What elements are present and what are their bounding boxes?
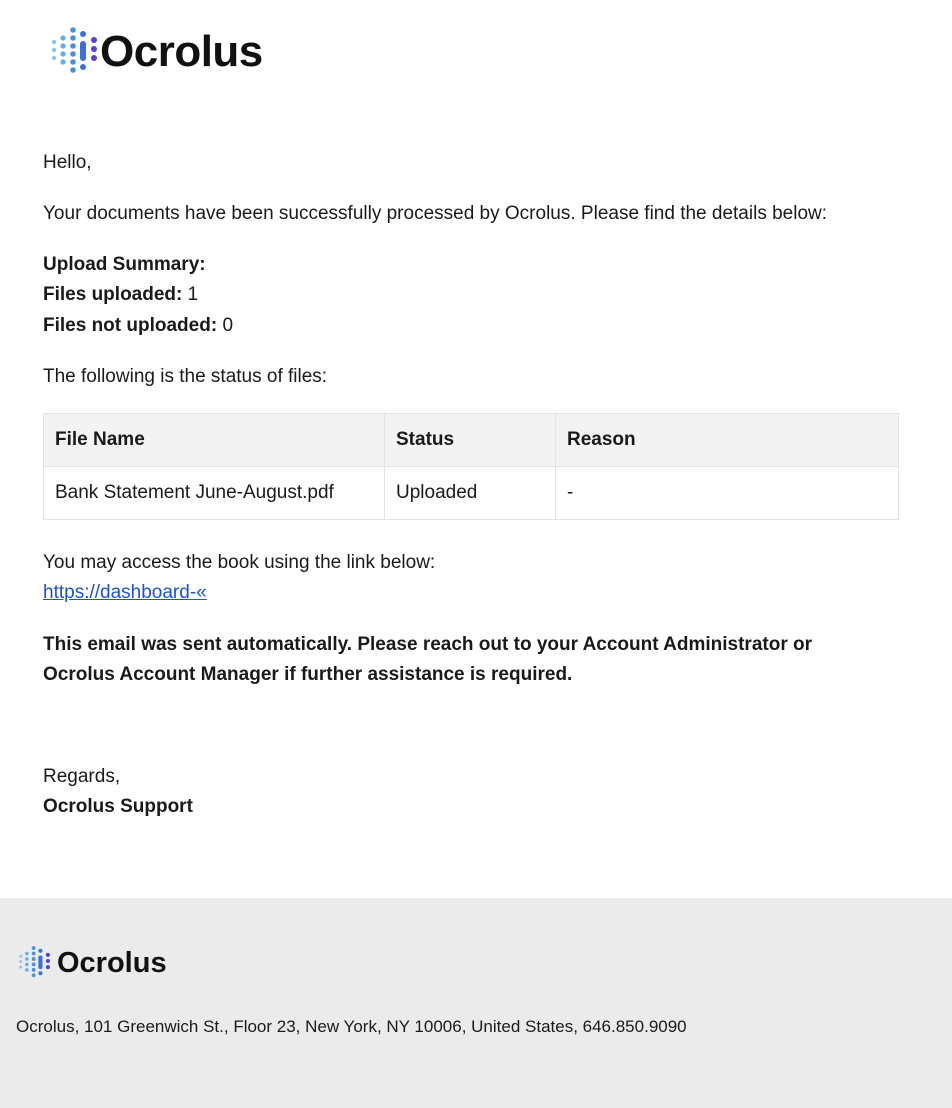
signature: Ocrolus Support — [43, 796, 193, 817]
table-row — [44, 467, 899, 520]
dotted-bars-logo-icon — [18, 944, 52, 983]
access-text: You may access the book using the link below: — [43, 552, 436, 573]
upload-summary-heading: Upload Summary: — [43, 254, 206, 275]
files-not-uploaded-label: Files not uploaded: — [43, 315, 218, 336]
footer-logo-wordmark: Ocrolus — [57, 947, 167, 979]
ocrolus-logo — [50, 24, 263, 79]
footer-ocrolus-logo — [18, 944, 167, 983]
intro-text: Your documents have been successfully processed by Ocrolus. Please find the details below: — [43, 203, 828, 224]
email-footer — [0, 898, 952, 1108]
cell-file-name: Bank Statement June-August.pdf — [44, 467, 385, 520]
files-not-uploaded-line — [43, 311, 233, 341]
regards-text: Regards, — [43, 766, 121, 787]
status-intro: The following is the status of files: — [43, 366, 328, 387]
notice-line-2: Ocrolus Account Manager if further assistance is required. — [43, 664, 573, 685]
dashboard-link[interactable]: https://dashboard-« — [43, 582, 207, 603]
logo-wordmark: Ocrolus — [100, 26, 263, 76]
footer-address: Ocrolus, 101 Greenwich St., Floor 23, New York, NY 10006, United States, 646.850.9090 — [16, 1017, 687, 1036]
cell-reason: - — [556, 467, 899, 520]
notice-line-1: This email was sent automatically. Please reach out to your Account Administrator or — [43, 634, 812, 655]
cell-status: Uploaded — [385, 467, 556, 520]
files-not-uploaded-value: 0 — [222, 315, 234, 336]
header-status: Status — [385, 414, 556, 467]
files-uploaded-value: 1 — [187, 284, 199, 305]
header-file-name: File Name — [44, 414, 385, 467]
greeting: Hello, — [43, 152, 92, 173]
table-header-row — [44, 414, 899, 467]
files-uploaded-label: Files uploaded: — [43, 284, 183, 305]
header-reason: Reason — [556, 414, 899, 467]
dashboard-link-line — [43, 578, 207, 608]
files-uploaded-line — [43, 280, 198, 310]
file-status-table — [43, 413, 899, 520]
